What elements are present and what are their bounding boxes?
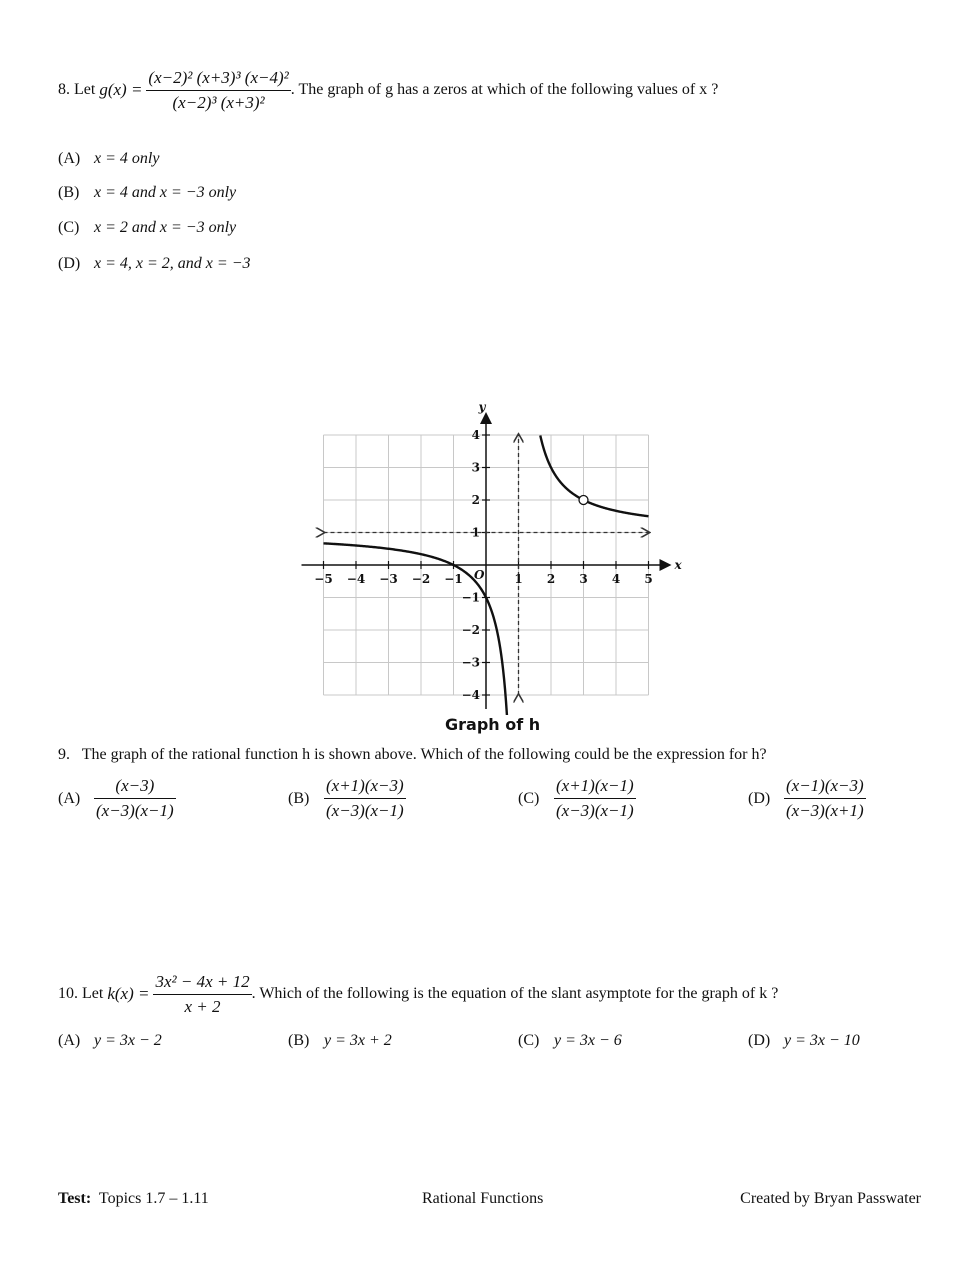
choice-text: y = 3x + 2 <box>324 1032 392 1049</box>
x-tick-label: −5 <box>314 572 333 586</box>
y-tick-label: −1 <box>461 590 480 605</box>
q9-choice-d[interactable] <box>748 776 866 821</box>
q10-lead: Let <box>82 985 104 1002</box>
q10-denominator: x + 2 <box>184 996 221 1016</box>
q10-number: 10. <box>58 985 78 1002</box>
y-tick-label: 1 <box>471 525 480 540</box>
q9-prompt <box>58 746 767 764</box>
q8-question: . The graph of g has a zeros at which of the following values of x ? <box>290 81 719 98</box>
choice-label: (C) <box>518 789 540 807</box>
fraction-numerator: (x+1)(x−3) <box>324 776 406 799</box>
fraction-numerator: (x−3) <box>94 776 176 799</box>
x-tick-label: 2 <box>546 572 556 586</box>
x-tick-label: 5 <box>644 572 653 586</box>
q8-choice-c[interactable] <box>58 219 236 237</box>
q10-prompt <box>58 966 778 1022</box>
choice-text: x = 4 and x = −3 only <box>94 184 237 201</box>
choice-label: (B) <box>288 789 310 807</box>
q10-choice-d[interactable] <box>748 1032 860 1050</box>
q8-denominator: (x−2)³ (x+3)² <box>172 92 265 112</box>
y-tick-label: −4 <box>461 688 480 702</box>
x-tick-label: −1 <box>444 572 463 586</box>
fraction-denominator: (x−3)(x−1) <box>96 801 174 820</box>
q10-choice-a[interactable] <box>58 1032 162 1050</box>
graph-axes <box>302 415 669 709</box>
y-tick-label: 2 <box>471 493 480 507</box>
q10-question: . Which of the following is the equation of the slant asymptote for the graph of k ? <box>251 985 779 1002</box>
choice-label: (D) <box>748 789 771 807</box>
choice-text: y = 3x − 2 <box>94 1032 162 1049</box>
graph-title <box>445 715 540 734</box>
q8-fraction <box>146 68 290 113</box>
choice-label: (B) <box>288 1032 310 1049</box>
fraction-numerator: (x−1)(x−3) <box>784 776 866 799</box>
q8-func-lhs: g(x) = <box>99 80 143 99</box>
footer-test-label: Test: <box>58 1190 92 1207</box>
q9-question: The graph of the rational function h is shown above. Which of the following could be the expression for h? <box>81 746 767 763</box>
q8-choice-d[interactable] <box>58 255 251 273</box>
x-tick-label: 3 <box>579 572 588 586</box>
fraction-denominator: (x−3)(x−1) <box>556 801 634 820</box>
choice-fraction <box>784 776 866 821</box>
choice-text: y = 3x − 6 <box>554 1032 622 1049</box>
graph-h <box>290 395 690 715</box>
choice-label: (B) <box>58 184 80 201</box>
choice-fraction <box>94 776 176 821</box>
choice-text: x = 2 and x = −3 only <box>94 219 237 236</box>
hole-point <box>579 496 588 505</box>
footer-topics: Topics 1.7 – 1.11 <box>98 1190 209 1207</box>
fraction-numerator: (x+1)(x−1) <box>554 776 636 799</box>
fraction-denominator: (x−3)(x+1) <box>786 801 864 820</box>
q10-choice-b[interactable] <box>288 1032 392 1050</box>
choice-label: (A) <box>58 1032 81 1049</box>
q8-choice-b[interactable] <box>58 184 236 202</box>
choice-text: x = 4 only <box>94 150 160 167</box>
choice-label: (A) <box>58 150 81 167</box>
choice-label: (D) <box>748 1032 771 1049</box>
q8-numerator: (x−2)² (x+3)³ (x−4)² <box>146 68 290 91</box>
choice-label: (A) <box>58 789 81 807</box>
x-tick-label: 1 <box>514 572 523 586</box>
x-tick-label: 4 <box>611 572 621 586</box>
x-tick-label: −4 <box>346 572 366 586</box>
choice-fraction <box>554 776 636 821</box>
q9-choice-c[interactable] <box>518 776 636 821</box>
q10-fraction <box>153 972 251 1017</box>
y-axis-label: y <box>478 400 486 414</box>
choice-text: x = 4, x = 2, and x = −3 <box>94 255 251 272</box>
footer-right: Created by Bryan Passwater <box>740 1190 921 1207</box>
choice-fraction <box>324 776 406 821</box>
choice-label: (D) <box>58 255 81 272</box>
footer-center: Rational Functions <box>422 1190 544 1207</box>
q10-choice-c[interactable] <box>518 1032 622 1050</box>
q8-number: 8. <box>58 81 70 98</box>
curve-right-branch <box>540 435 648 516</box>
x-tick-label: −3 <box>379 572 398 586</box>
footer-left <box>58 1190 209 1208</box>
q8-choice-a[interactable] <box>58 150 159 168</box>
q9-choice-b[interactable] <box>288 776 406 821</box>
x-axis-label: x <box>674 558 682 572</box>
q9-number: 9. <box>58 746 70 763</box>
choice-label: (C) <box>58 219 80 236</box>
q8-lead: Let <box>74 81 96 98</box>
choice-label: (C) <box>518 1032 540 1049</box>
q9-choice-a[interactable] <box>58 776 176 821</box>
y-tick-label: 3 <box>471 460 480 475</box>
y-tick-label: 4 <box>471 428 480 442</box>
y-tick-label: −3 <box>461 655 480 670</box>
q8-prompt <box>58 60 718 120</box>
y-tick-label: −2 <box>461 623 480 637</box>
choice-text: y = 3x − 10 <box>784 1032 860 1049</box>
fraction-denominator: (x−3)(x−1) <box>326 801 404 820</box>
graph-title-text: Graph of h <box>445 715 541 734</box>
q10-numerator: 3x² − 4x + 12 <box>153 972 251 995</box>
x-tick-label: −2 <box>411 572 431 586</box>
q10-func-lhs: k(x) = <box>107 984 150 1003</box>
origin-label: O <box>474 568 485 582</box>
